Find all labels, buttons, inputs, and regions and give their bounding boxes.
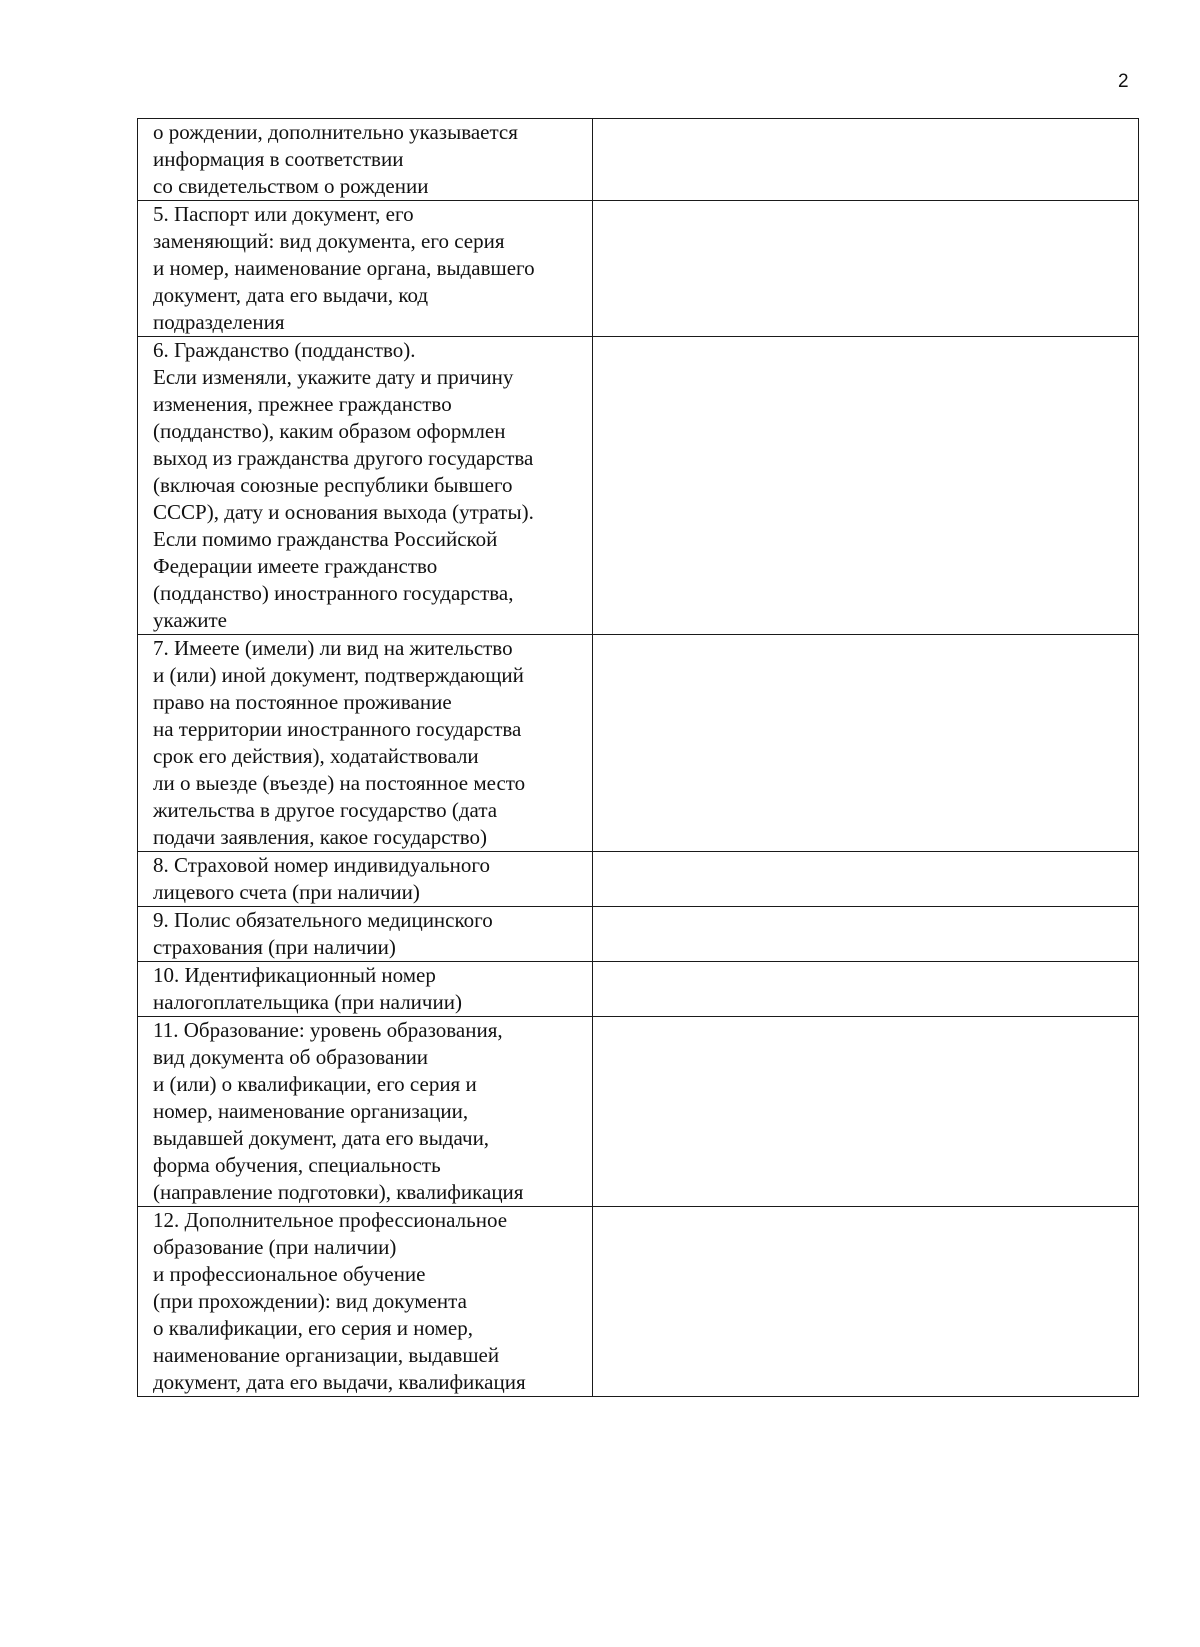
answer-cell-residence-permit[interactable] <box>593 635 1139 852</box>
questionnaire-table <box>137 118 1139 1397</box>
answer-cell-passport[interactable] <box>593 201 1139 337</box>
page-number: 2 <box>1118 71 1129 92</box>
table-row <box>138 852 1139 907</box>
table-row <box>138 635 1139 852</box>
question-cell-medical-policy: 9. Полис обязательного медицинского страхования (при наличии) <box>138 907 593 962</box>
question-cell-additional-education: 12. Дополнительное профессиональное образование (при наличии) и профессиональное обучение (при прохождении): вид документа о квалификации, его серия и номер, наименование организации, выдавшей документ, дата его выдачи, квалификация <box>138 1207 593 1397</box>
table-row <box>138 962 1139 1017</box>
table-row <box>138 119 1139 201</box>
answer-cell-taxpayer-number[interactable] <box>593 962 1139 1017</box>
table-row <box>138 1207 1139 1397</box>
table-row <box>138 337 1139 635</box>
answer-cell-education[interactable] <box>593 1017 1139 1207</box>
answer-cell-insurance-number[interactable] <box>593 852 1139 907</box>
question-cell-insurance-number: 8. Страховой номер индивидуального лицевого счета (при наличии) <box>138 852 593 907</box>
question-cell-taxpayer-number: 10. Идентификационный номер налогоплательщика (при наличии) <box>138 962 593 1017</box>
table-row <box>138 907 1139 962</box>
answer-cell-birth-certificate[interactable] <box>593 119 1139 201</box>
question-cell-citizenship: 6. Гражданство (подданство). Если изменяли, укажите дату и причину изменения, прежнее гражданство (подданство), каким образом оформлен выход из гражданства другого государства (включая союзные республики бывшего СССР), дату и основания выхода (утраты). Если помимо гражданства Российской Федерации имеете гражданство (подданство) иностранного государства, укажите <box>138 337 593 635</box>
answer-cell-additional-education[interactable] <box>593 1207 1139 1397</box>
table-row <box>138 1017 1139 1207</box>
question-cell-residence-permit: 7. Имеете (имели) ли вид на жительство и (или) иной документ, подтверждающий право на постоянное проживание на территории иностранного государства срок его действия), ходатайствовали ли о выезде (въезде) на постоянное место жительства в другое государство (дата подачи заявления, какое государство) <box>138 635 593 852</box>
answer-cell-citizenship[interactable] <box>593 337 1139 635</box>
question-cell-education: 11. Образование: уровень образования, вид документа об образовании и (или) о квалификации, его серия и номер, наименование организации, выдавшей документ, дата его выдачи, форма обучения, специальность (направление подготовки), квалификация <box>138 1017 593 1207</box>
answer-cell-medical-policy[interactable] <box>593 907 1139 962</box>
table-row <box>138 201 1139 337</box>
question-cell-birth-certificate: о рождении, дополнительно указывается информация в соответствии со свидетельством о рождении <box>138 119 593 201</box>
question-cell-passport: 5. Паспорт или документ, его заменяющий: вид документа, его серия и номер, наименование органа, выдавшего документ, дата его выдачи, код подразделения <box>138 201 593 337</box>
